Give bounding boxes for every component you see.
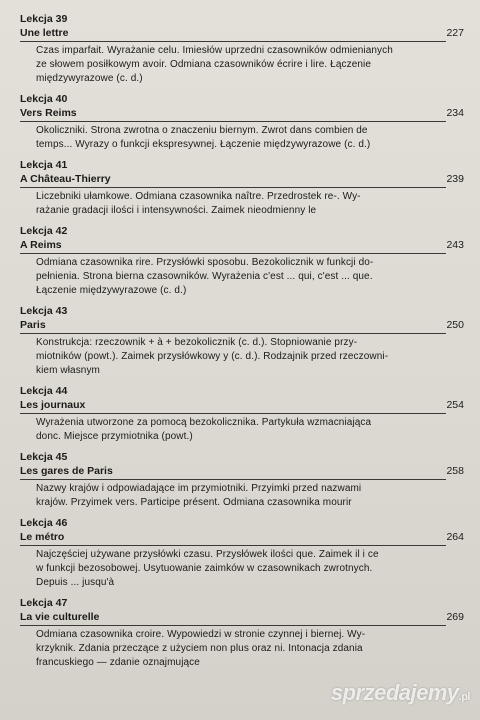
watermark-text: sprzedajemy [330, 680, 459, 705]
divider [20, 121, 446, 122]
description-line: pełnienia. Strona bierna czasowników. Wyrażenia c'est ... qui, c'est ... que. [36, 271, 373, 282]
divider [20, 625, 446, 626]
description-line: krajów. Przyimek vers. Participe présent. Odmiana czasownika mourir [36, 497, 352, 508]
page-number: 227 [446, 27, 464, 39]
lesson-number: Lekcja 42 [20, 225, 68, 237]
toc-entry [20, 224, 470, 298]
page-number: 269 [446, 611, 464, 623]
lesson-description [36, 256, 446, 298]
divider [20, 545, 446, 546]
description-line: Odmiana czasownika rire. Przysłówki sposobu. Bezokolicznik w funkcji do- [36, 257, 374, 268]
description-line: Odmiana czasownika croire. Wypowiedzi w stronie czynnej i biernej. Wy- [36, 629, 366, 640]
lesson-description [36, 416, 446, 444]
lesson-number: Lekcja 45 [20, 451, 68, 463]
page-number: 234 [446, 107, 464, 119]
description-line: Konstrukcja: rzeczownik + à + bezokolicznik (c. d.). Stopniowanie przy- [36, 337, 358, 348]
toc-entry [20, 596, 470, 670]
divider [20, 41, 446, 42]
description-line: donc. Miejsce przymiotnika (powt.) [36, 431, 193, 442]
page-number: 243 [446, 239, 464, 251]
description-line: Wyrażenia utworzone za pomocą bezokolicznika. Partykuła wzmacniająca [36, 417, 372, 428]
lesson-number: Lekcja 39 [20, 13, 68, 25]
divider [20, 413, 446, 414]
watermark-logo [331, 680, 470, 706]
page-number: 264 [446, 531, 464, 543]
lesson-title: Vers Reims [20, 107, 77, 119]
description-line: Nazwy krajów i odpowiadające im przymiotniki. Przyimki przed nazwami [36, 483, 362, 494]
description-line: krzyknik. Zdania przeczące z użyciem non plus oraz ni. Intonacja zdania [36, 643, 363, 654]
toc-entry [20, 92, 470, 152]
description-line: ze słowem posiłkowym avoir. Odmiana czasowników écrire i lire. Łączenie [36, 59, 371, 70]
description-line: miotników (powt.). Zaimek przysłówkowy y (c. d.). Rodzajnik przed rzeczowni- [36, 351, 389, 362]
divider [20, 253, 446, 254]
toc-entry [20, 158, 470, 218]
lesson-title: Le métro [20, 531, 65, 543]
lesson-title: A Château-Thierry [20, 173, 111, 185]
toc-entry [20, 384, 470, 444]
divider [20, 333, 446, 334]
lesson-description [36, 482, 446, 510]
lesson-title: Paris [20, 319, 46, 331]
page-number: 254 [446, 399, 464, 411]
lesson-number: Lekcja 41 [20, 159, 68, 171]
toc-entry [20, 304, 470, 378]
toc-entry [20, 516, 470, 590]
lesson-number: Lekcja 46 [20, 517, 68, 529]
description-line: Depuis ... jusqu'à [36, 577, 115, 588]
lesson-title: Les gares de Paris [20, 465, 113, 477]
description-line: francuskiego — zdanie oznajmujące [36, 657, 200, 668]
lesson-description [36, 628, 446, 670]
divider [20, 187, 446, 188]
description-line: Liczebniki ułamkowe. Odmiana czasownika naître. Przedrostek re-. Wy- [36, 191, 361, 202]
description-line: w funkcji bezosobowej. Usytuowanie zaimków w czasownikach zwrotnych. [36, 563, 373, 574]
description-line: rażanie gradacji ilości i intensywności. Zaimek nieodmienny le [36, 205, 317, 216]
lesson-description [36, 44, 446, 86]
lesson-number: Lekcja 44 [20, 385, 68, 397]
description-line: Najczęściej używane przysłówki czasu. Przysłówek ilości que. Zaimek il i ce [36, 549, 379, 560]
lesson-title: La vie culturelle [20, 611, 100, 623]
watermark-suffix: .pl [458, 691, 470, 703]
lesson-title: A Reims [20, 239, 62, 251]
page-number: 250 [446, 319, 464, 331]
page-number: 258 [446, 465, 464, 477]
description-line: Łączenie międzywyrazowe (c. d.) [36, 285, 187, 296]
divider [20, 479, 446, 480]
lesson-description [36, 190, 446, 218]
lesson-number: Lekcja 40 [20, 93, 68, 105]
description-line: kiem własnym [36, 365, 100, 376]
description-line: Czas imparfait. Wyrażanie celu. Imiesłów uprzedni czasowników odmienianych [36, 45, 393, 56]
description-line: Okoliczniki. Strona zwrotna o znaczeniu biernym. Zwrot dans combien de [36, 125, 368, 136]
lesson-title: Les journaux [20, 399, 86, 411]
toc-entry [20, 450, 470, 510]
toc-entry [20, 12, 470, 86]
lesson-number: Lekcja 47 [20, 597, 68, 609]
lesson-description [36, 336, 446, 378]
lesson-description [36, 548, 446, 590]
description-line: międzywyrazowe (c. d.) [36, 73, 143, 84]
lesson-description [36, 124, 446, 152]
lesson-title: Une lettre [20, 27, 69, 39]
page-number: 239 [446, 173, 464, 185]
lesson-number: Lekcja 43 [20, 305, 68, 317]
description-line: temps... Wyrazy o funkcji ekspresywnej. Łączenie międzywyrazowe (c. d.) [36, 139, 371, 150]
